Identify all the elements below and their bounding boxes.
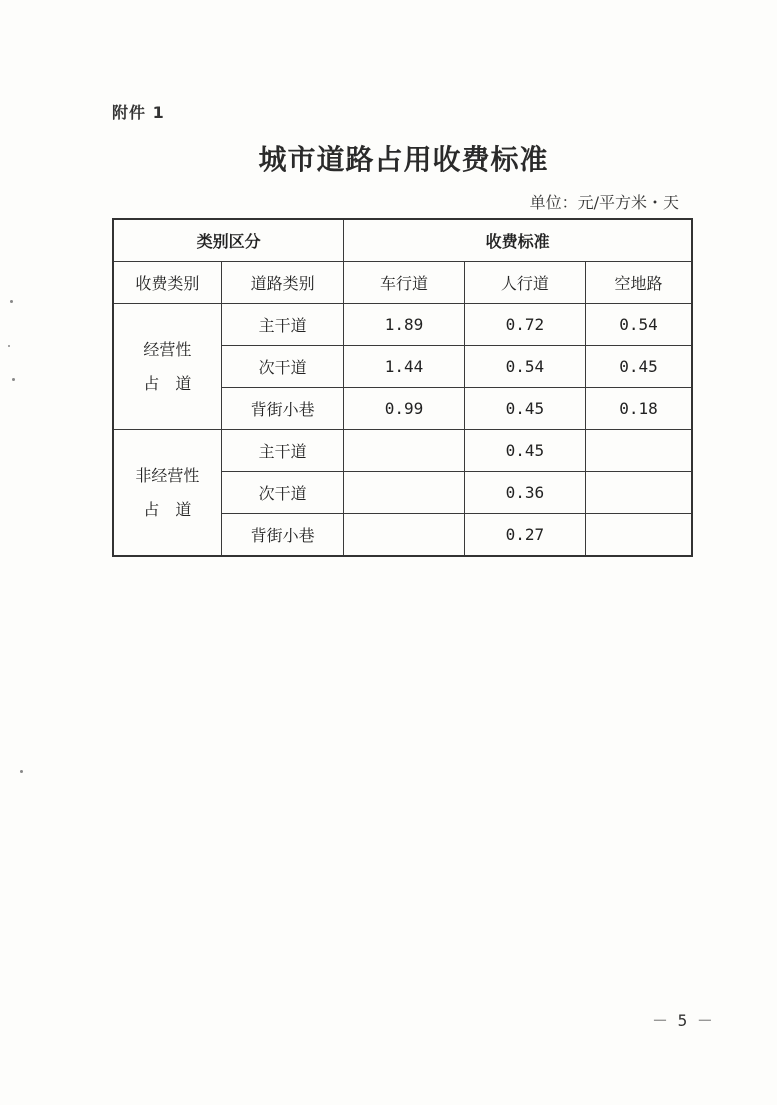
sidewalk-fee-cell: 0.45 xyxy=(464,430,585,472)
subheader-fee-category: 收费类别 xyxy=(113,262,221,304)
road-type-cell: 次干道 xyxy=(221,472,343,514)
group-commercial xyxy=(113,304,221,430)
open-ground-fee-cell: 0.54 xyxy=(586,304,692,346)
scan-speck xyxy=(20,770,23,773)
attachment-label: 附件 1 xyxy=(112,103,165,122)
open-ground-fee-cell: 0.45 xyxy=(586,346,692,388)
open-ground-fee-cell xyxy=(586,430,692,472)
scan-speck xyxy=(12,378,15,381)
subheader-carriageway: 车行道 xyxy=(344,262,464,304)
group-label-line1: 经营性 xyxy=(143,339,192,359)
header-category: 类别区分 xyxy=(113,219,344,262)
carriageway-fee-cell xyxy=(344,430,464,472)
carriageway-fee-cell xyxy=(344,514,464,557)
table-row xyxy=(113,304,692,346)
carriageway-fee-cell: 1.89 xyxy=(344,304,464,346)
road-type-cell: 次干道 xyxy=(221,346,343,388)
sidewalk-fee-cell: 0.36 xyxy=(464,472,585,514)
page-number: － 5 － xyxy=(652,1011,713,1030)
road-type-cell: 主干道 xyxy=(221,430,343,472)
road-type-cell: 背街小巷 xyxy=(221,388,343,430)
table-subheader-row xyxy=(113,262,692,304)
scan-speck xyxy=(10,300,13,303)
open-ground-fee-cell: 0.18 xyxy=(586,388,692,430)
carriageway-fee-cell: 1.44 xyxy=(344,346,464,388)
fee-table xyxy=(112,218,693,557)
sidewalk-fee-cell: 0.72 xyxy=(464,304,585,346)
open-ground-fee-cell xyxy=(586,514,692,557)
scan-speck xyxy=(8,345,10,347)
carriageway-fee-cell xyxy=(344,472,464,514)
subheader-road-category: 道路类别 xyxy=(221,262,343,304)
sidewalk-fee-cell: 0.27 xyxy=(464,514,585,557)
group-label-line1: 非经营性 xyxy=(135,465,200,485)
road-type-cell: 背街小巷 xyxy=(221,514,343,557)
group-label-line2: 占 道 xyxy=(143,499,192,519)
unit-label: 单位：元/平方米・天 xyxy=(529,193,679,212)
subheader-open-ground: 空地路 xyxy=(586,262,692,304)
header-fee-standard: 收费标准 xyxy=(344,219,692,262)
group-non-commercial xyxy=(113,430,221,557)
carriageway-fee-cell: 0.99 xyxy=(344,388,464,430)
sidewalk-fee-cell: 0.54 xyxy=(464,346,585,388)
page-title: 城市道路占用收费标准 xyxy=(258,143,549,176)
table-row xyxy=(113,430,692,472)
open-ground-fee-cell xyxy=(586,472,692,514)
sidewalk-fee-cell: 0.45 xyxy=(464,388,585,430)
table-header-row xyxy=(113,219,692,262)
road-type-cell: 主干道 xyxy=(221,304,343,346)
group-label-line2: 占 道 xyxy=(143,373,192,393)
subheader-sidewalk: 人行道 xyxy=(464,262,585,304)
